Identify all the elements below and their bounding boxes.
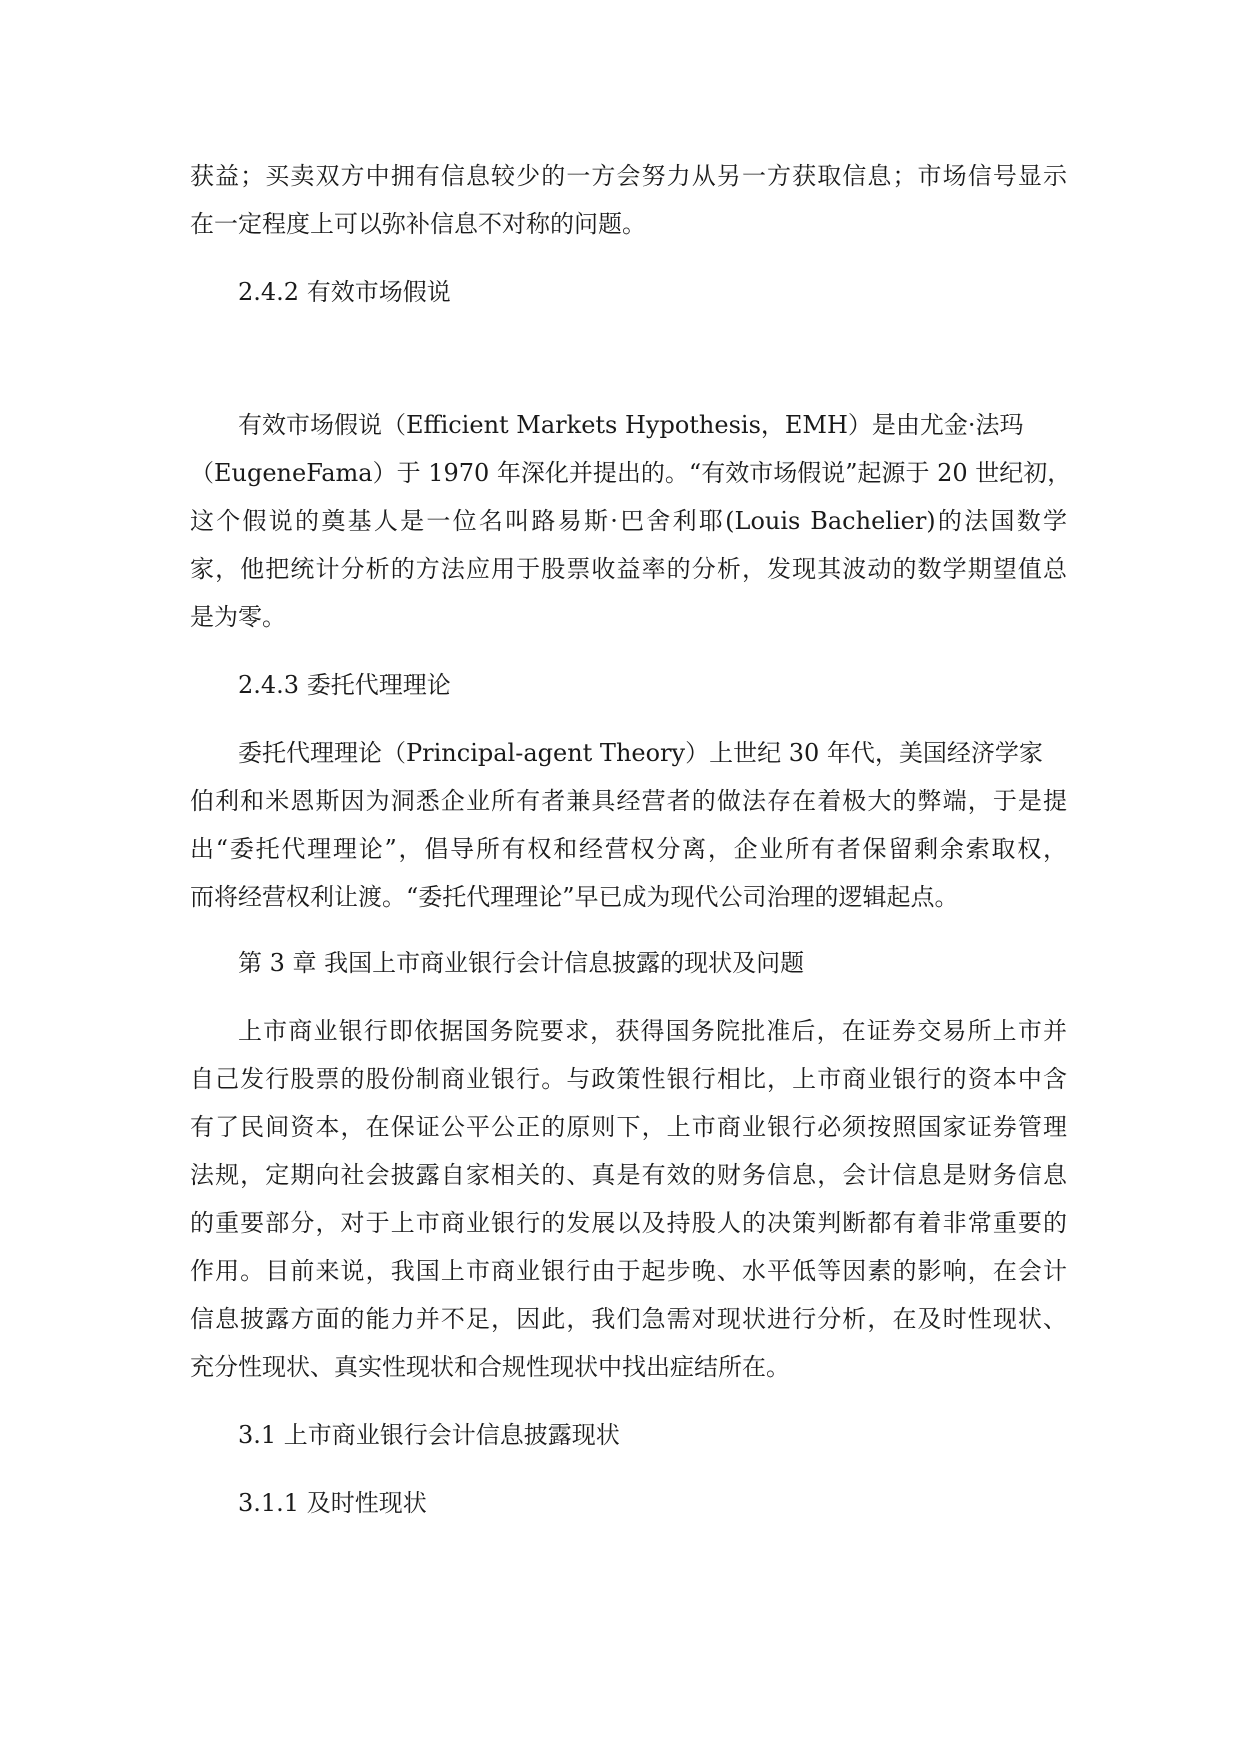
paragraph-line: 自己发行股票的股份制商业银行。与政策性银行相比，上市商业银行的资本中含	[190, 1065, 1067, 1093]
section-heading: 2.4.3 委托代理理论	[238, 671, 451, 699]
paragraph-line: 有了民间资本，在保证公平公正的原则下，上市商业银行必须按照国家证券管理	[190, 1113, 1067, 1141]
paragraph-line: 委托代理理论（Principal-agent Theory）上世纪 30 年代，美国经济学家	[238, 739, 1043, 767]
paragraph-line: 是为零。	[190, 603, 286, 631]
paragraph-line: 信息披露方面的能力并不足，因此，我们急需对现状进行分析，在及时性现状、	[190, 1305, 1067, 1333]
paragraph-line: 而将经营权利让渡。“委托代理理论”早已成为现代公司治理的逻辑起点。	[190, 883, 959, 911]
paragraph-line: 的重要部分，对于上市商业银行的发展以及持股人的决策判断都有着非常重要的	[190, 1209, 1067, 1237]
paragraph-line: 这个假说的奠基人是一位名叫路易斯·巴舍利耶(Louis Bachelier)的法国数学	[190, 507, 1067, 535]
paragraph-line: 出“委托代理理论”，倡导所有权和经营权分离，企业所有者保留剩余索取权，	[190, 835, 1067, 863]
paragraph-line: 家，他把统计分析的方法应用于股票收益率的分析，发现其波动的数学期望值总	[190, 555, 1067, 583]
chapter-heading: 第 3 章 我国上市商业银行会计信息披露的现状及问题	[238, 949, 805, 977]
paragraph-line: 在一定程度上可以弥补信息不对称的问题。	[190, 210, 646, 238]
section-heading: 2.4.2 有效市场假说	[238, 278, 451, 306]
paragraph-line: 充分性现状、真实性现状和合规性现状中找出症结所在。	[190, 1353, 790, 1381]
paragraph-line: 有效市场假说（Efficient Markets Hypothesis，EMH）是由尤金·法玛	[238, 411, 1024, 439]
paragraph-line: 伯利和米恩斯因为洞悉企业所有者兼具经营者的做法存在着极大的弊端，于是提	[190, 787, 1067, 815]
paragraph-line: （EugeneFama）于 1970 年深化并提出的。“有效市场假说”起源于 20 世纪初，	[190, 459, 1072, 487]
paragraph-line: 获益；买卖双方中拥有信息较少的一方会努力从另一方获取信息；市场信号显示	[190, 162, 1067, 190]
paragraph-line: 作用。目前来说，我国上市商业银行由于起步晚、水平低等因素的影响，在会计	[190, 1257, 1067, 1285]
section-heading: 3.1.1 及时性现状	[238, 1489, 427, 1517]
paragraph-line: 上市商业银行即依据国务院要求，获得国务院批准后，在证券交易所上市并	[238, 1017, 1067, 1045]
paragraph-line: 法规，定期向社会披露自家相关的、真是有效的财务信息，会计信息是财务信息	[190, 1161, 1067, 1189]
section-heading: 3.1 上市商业银行会计信息披露现状	[238, 1421, 620, 1449]
